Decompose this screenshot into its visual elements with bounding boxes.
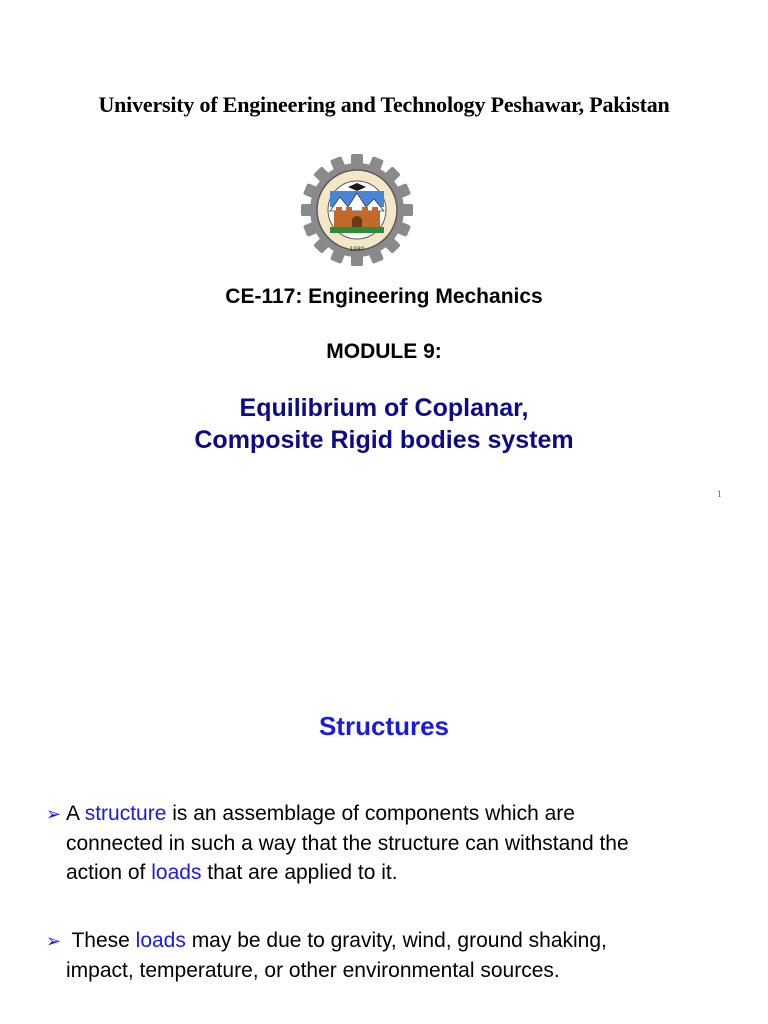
page-number: 1: [717, 489, 722, 499]
section-heading: Structures: [318, 711, 450, 741]
bullet2-text: may be due to gravity, wind, ground shaking,: [185, 929, 607, 952]
bullet-loads-sources: [46, 926, 726, 985]
module-subtitle: [0, 392, 768, 456]
course-title: CE-117: Engineering Mechanics: [225, 285, 543, 308]
bullet1-line3: [46, 858, 726, 887]
university-seal-logo: [300, 153, 414, 267]
bullet2-line2: impact, temperature, or other environmental sources.: [66, 959, 560, 982]
seal-year: 1980: [349, 246, 365, 253]
bullet2-pre: These: [66, 929, 136, 952]
university-title: University of Engineering and Technology Peshawar, Pakistan: [98, 92, 670, 117]
bullet-structure-definition: [46, 799, 726, 887]
bullet1-line3-pre: action of: [66, 861, 152, 884]
highlight-structure: structure: [84, 802, 167, 825]
bullet1-pre: A: [66, 802, 85, 825]
bullet1-text: is an assemblage of components which are: [166, 802, 575, 825]
highlight-loads: loads: [135, 929, 186, 952]
module-label: MODULE 9:: [326, 340, 442, 363]
subtitle-line-1: Equilibrium of Coplanar,: [239, 394, 529, 422]
arrow-bullet-icon: ➢: [46, 931, 62, 951]
bullet1-line2: connected in such a way that the structure can withstand the: [66, 832, 629, 855]
bullet1-line3-post: that are applied to it.: [201, 861, 398, 884]
arrow-bullet-icon: ➢: [46, 804, 62, 824]
highlight-loads: loads: [151, 861, 202, 884]
subtitle-line-2: Composite Rigid bodies system: [194, 426, 574, 454]
